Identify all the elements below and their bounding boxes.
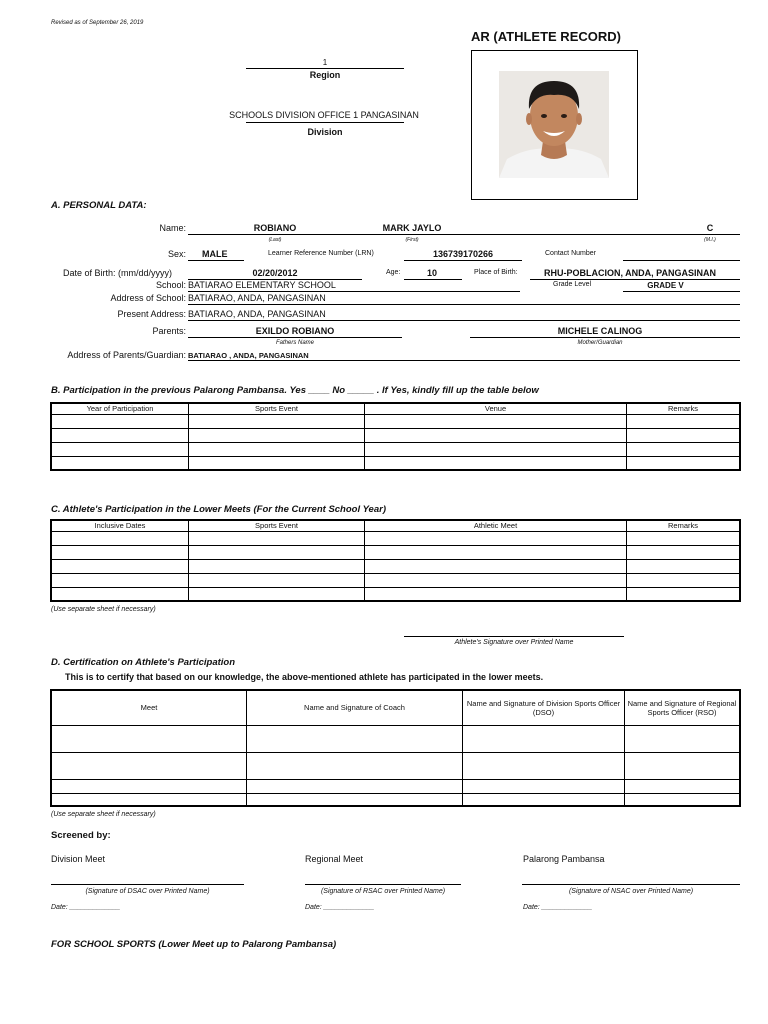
division-meet-label: Division Meet <box>51 854 106 864</box>
grade-label: Grade Level <box>553 281 592 288</box>
mi-hint: (M.I.) <box>704 237 716 243</box>
division-label: Division <box>307 127 343 137</box>
photo-frame <box>471 50 638 200</box>
section-b-heading: B. Participation in the previous Palarong Pambansa. Yes ____ No _____ . If Yes, kindly fill up the table below <box>51 385 539 396</box>
lrn-label: Learner Reference Number (LRN) <box>268 250 374 257</box>
lrn-value: 136739170266 <box>432 249 494 259</box>
pob-value: RHU-POBLACION, ANDA, PANGASINAN <box>544 268 716 278</box>
section-a-heading: A. PERSONAL DATA: <box>51 200 147 211</box>
col-rso: Name and Signature of Regional Sports Officer (RSO) <box>625 690 741 725</box>
section-c-note: (Use separate sheet if necessary) <box>51 606 156 613</box>
athlete-signature-label: Athlete's Signature over Printed Name <box>454 639 574 646</box>
table-row[interactable] <box>51 442 740 456</box>
certification-statement: This is to certify that based on our knowledge, the above-mentioned athlete has participated in the lower meets. <box>65 672 544 682</box>
mother-name: MICHELE CALINOG <box>557 326 643 336</box>
father-name: EXILDO ROBIANO <box>255 326 335 336</box>
school-label: School: <box>155 280 186 290</box>
col-sports-event: Sports Event <box>189 403 365 414</box>
table-row[interactable] <box>51 752 740 779</box>
school-value: BATIARAO ELEMENTARY SCHOOL <box>188 280 336 290</box>
col-remarks: Remarks <box>627 403 741 414</box>
last-name: ROBIANO <box>253 223 297 233</box>
father-hint: Fathers Name <box>275 340 314 346</box>
division-value: SCHOOLS DIVISION OFFICE 1 PANGASINAN <box>229 110 419 120</box>
palarong-date: Date: _____________ <box>523 904 593 911</box>
grade-value: GRADE V <box>647 281 684 290</box>
division-date: Date: _____________ <box>51 904 121 911</box>
col-venue: Venue <box>365 403 627 414</box>
table-row[interactable] <box>51 587 740 601</box>
age-label: Age: <box>386 269 401 276</box>
palarong-label: Palarong Pambansa <box>523 854 605 864</box>
col-athletic-meet: Athletic Meet <box>365 520 627 531</box>
rsac-signature-label: (Signature of RSAC over Printed Name) <box>320 888 446 895</box>
col-coach: Name and Signature of Coach <box>247 690 463 725</box>
present-address-value: BATIARAO, ANDA, PANGASINAN <box>188 309 326 319</box>
name-label: Name: <box>159 223 186 233</box>
parents-address-label: Address of Parents/Guardian: <box>67 350 186 360</box>
previous-palarong-table <box>50 402 741 471</box>
dsac-signature-label: (Signature of DSAC over Printed Name) <box>85 888 210 895</box>
age-value: 10 <box>426 268 437 278</box>
col-dso: Name and Signature of Division Sports Officer (DSO) <box>463 690 625 725</box>
lower-meets-table <box>50 519 741 602</box>
section-d-heading: D. Certification on Athlete's Participation <box>51 657 236 668</box>
school-address-label: Address of School: <box>110 293 186 303</box>
first-name: MARK JAYLO <box>382 223 442 233</box>
col-year: Year of Participation <box>51 403 189 414</box>
sex-label: Sex: <box>167 249 186 259</box>
revision-note: Revised as of September 26, 2019 <box>51 20 144 26</box>
nsac-signature-label: (Signature of NSAC over Printed Name) <box>568 888 694 895</box>
col-remarks: Remarks <box>627 520 741 531</box>
pob-label: Place of Birth: <box>474 269 518 276</box>
school-sports-footer: FOR SCHOOL SPORTS (Lower Meet up to Palarong Pambansa) <box>51 939 337 950</box>
section-d-note: (Use separate sheet if necessary) <box>51 811 156 818</box>
table-row[interactable] <box>51 573 740 587</box>
region-value: 1 <box>322 58 328 67</box>
col-sports-event: Sports Event <box>189 520 365 531</box>
regional-date: Date: _____________ <box>305 904 375 911</box>
table-row[interactable] <box>51 414 740 428</box>
table-row[interactable] <box>51 725 740 752</box>
table-row[interactable] <box>51 559 740 573</box>
table-row[interactable] <box>51 793 740 806</box>
first-hint: (First) <box>405 237 419 243</box>
screened-by-heading: Screened by: <box>51 830 111 841</box>
table-row[interactable] <box>51 428 740 442</box>
middle-initial: C <box>706 223 714 233</box>
athlete-photo <box>499 71 609 178</box>
contact-label: Contact Number <box>545 250 596 257</box>
page-title: AR (ATHLETE RECORD) <box>471 29 621 44</box>
parents-label: Parents: <box>152 326 186 336</box>
table-row[interactable] <box>51 779 740 793</box>
sex-value: MALE <box>202 249 228 259</box>
col-meet: Meet <box>51 690 247 725</box>
present-address-label: Present Address: <box>117 309 186 319</box>
parents-address-value: BATIARAO , ANDA, PANGASINAN <box>188 351 309 360</box>
table-row[interactable] <box>51 531 740 545</box>
region-label: Region <box>309 70 341 80</box>
table-row[interactable] <box>51 545 740 559</box>
mother-hint: Mother/Guardian <box>577 340 623 346</box>
dob-label: Date of Birth: (mm/dd/yyyy) <box>63 268 173 278</box>
last-hint: (Last) <box>268 237 282 243</box>
col-inclusive-dates: Inclusive Dates <box>51 520 189 531</box>
certification-table <box>50 689 741 807</box>
school-address-value: BATIARAO, ANDA, PANGASINAN <box>188 293 326 303</box>
dob-value: 02/20/2012 <box>252 268 298 278</box>
regional-meet-label: Regional Meet <box>305 854 364 864</box>
table-row[interactable] <box>51 456 740 470</box>
section-c-heading: C. Athlete's Participation in the Lower Meets (For the Current School Year) <box>51 504 386 515</box>
